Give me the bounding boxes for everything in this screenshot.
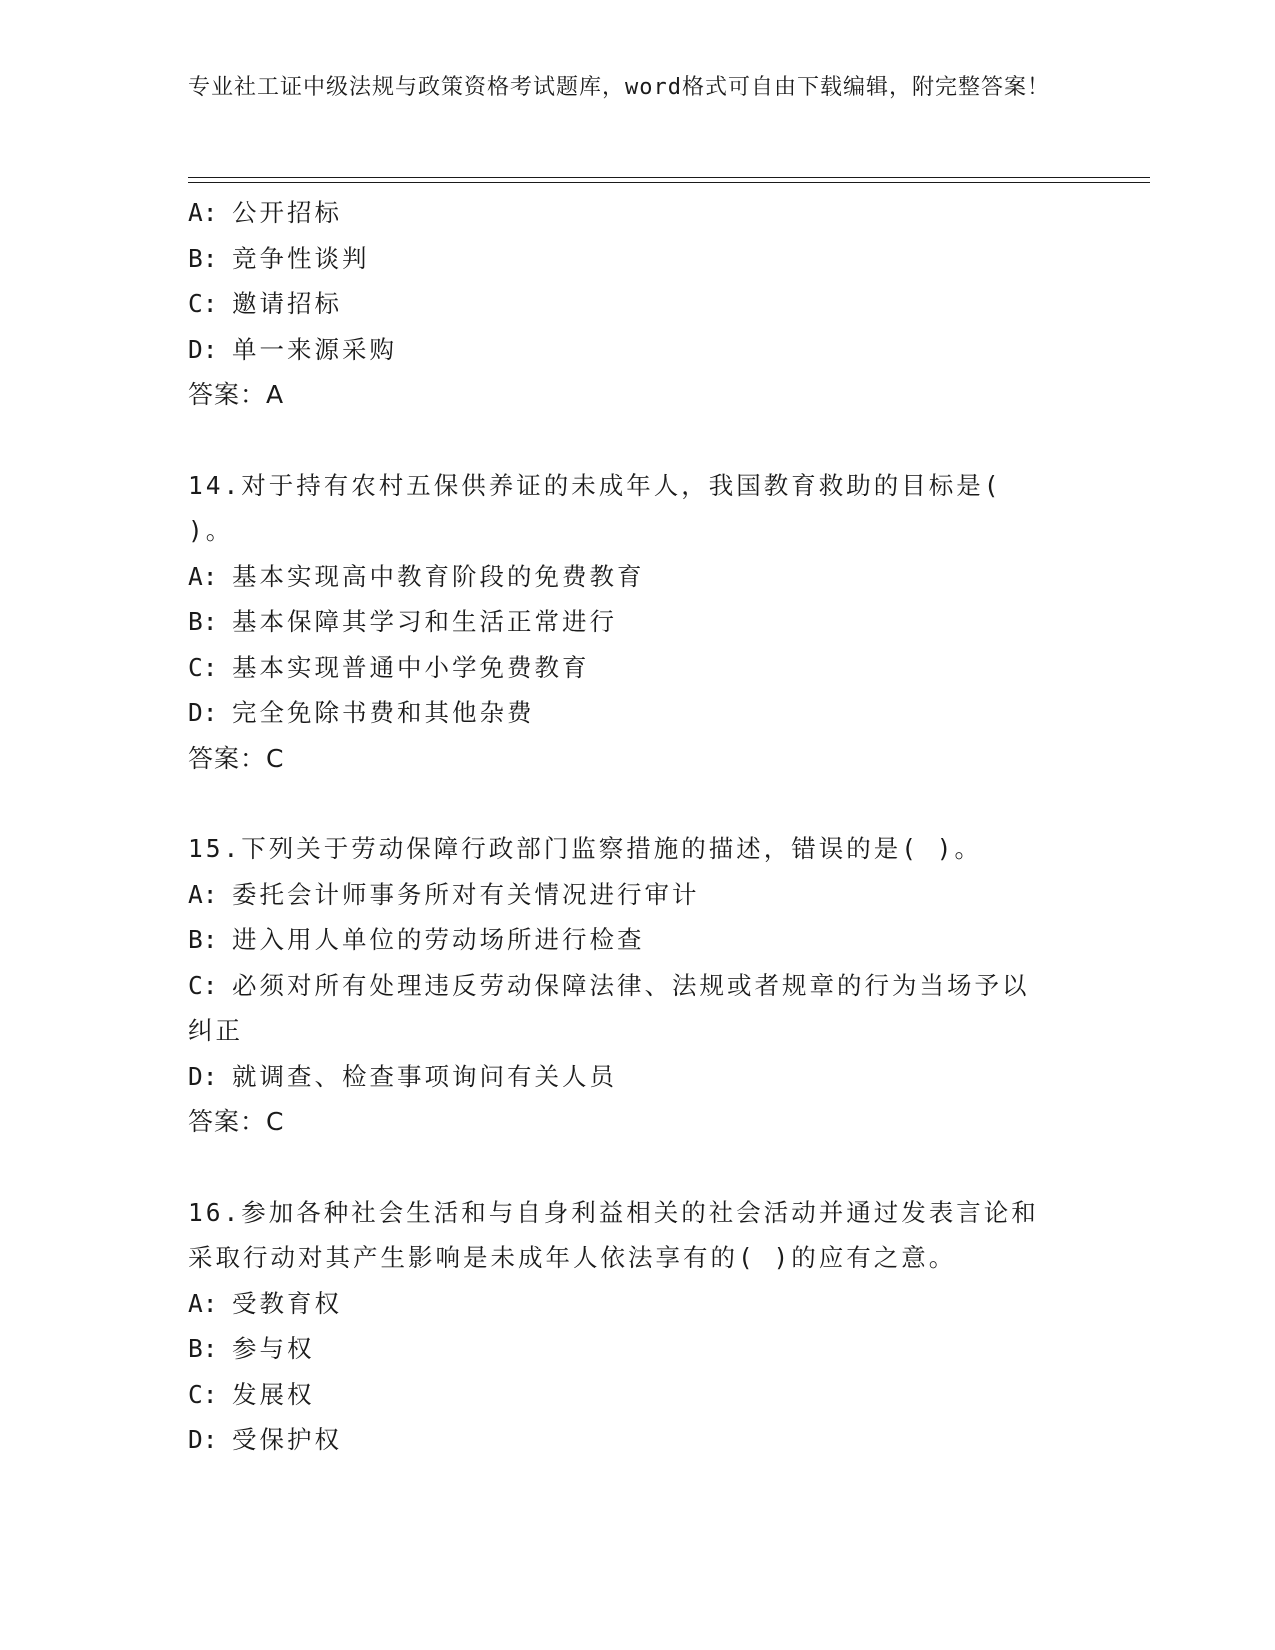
header-rule-top bbox=[188, 177, 1150, 178]
question-stem: 14.对于持有农村五保供养证的未成年人，我国教育救助的目标是( )。 bbox=[188, 470, 1002, 545]
answer: 答案：C bbox=[188, 1107, 285, 1136]
option-c: C: 必须对所有处理违反劳动保障法律、法规或者规章的行为当场予以纠正 bbox=[188, 970, 1030, 1045]
option-a: A: 公开招标 bbox=[188, 198, 342, 227]
option-c: C: 发展权 bbox=[188, 1379, 315, 1409]
option-a: A: 基本实现高中教育阶段的免费教育 bbox=[188, 561, 645, 591]
option-d: D: 单一来源采购 bbox=[188, 334, 397, 364]
option-a: A: 委托会计师事务所对有关情况进行审计 bbox=[188, 879, 700, 909]
answer: 答案：C bbox=[188, 743, 285, 773]
option-b: B: 基本保障其学习和生活正常进行 bbox=[188, 607, 617, 636]
option-b: B: 参与权 bbox=[188, 1334, 315, 1363]
option-c: C: 邀请招标 bbox=[188, 289, 342, 318]
option-d: D: 受保护权 bbox=[188, 1425, 342, 1454]
question-15 bbox=[188, 826, 1088, 1145]
question-14 bbox=[188, 463, 1088, 782]
question-13 bbox=[188, 190, 1088, 418]
option-d: D: 完全免除书费和其他杂费 bbox=[188, 698, 535, 727]
option-b: B: 竞争性谈判 bbox=[188, 243, 370, 273]
question-16 bbox=[188, 1190, 1088, 1463]
option-d: D: 就调查、检查事项询问有关人员 bbox=[188, 1061, 617, 1091]
question-stem: 15.下列关于劳动保障行政部门监察措施的描述，错误的是( )。 bbox=[188, 834, 982, 863]
question-stem: 16.参加各种社会生活和与自身利益相关的社会活动并通过发表言论和采取行动对其产生影响是未成年人依法享有的( )的应有之意。 bbox=[188, 1197, 1039, 1272]
header-rule-bottom bbox=[188, 182, 1150, 183]
question-content bbox=[188, 190, 1088, 1463]
answer: 答案：A bbox=[188, 380, 285, 409]
option-c: C: 基本实现普通中小学免费教育 bbox=[188, 652, 590, 682]
option-b: B: 进入用人单位的劳动场所进行检查 bbox=[188, 925, 645, 954]
page-header: 专业社工证中级法规与政策资格考试题库，word格式可自由下载编辑，附完整答案！ bbox=[188, 75, 1050, 100]
option-a: A: 受教育权 bbox=[188, 1288, 342, 1318]
